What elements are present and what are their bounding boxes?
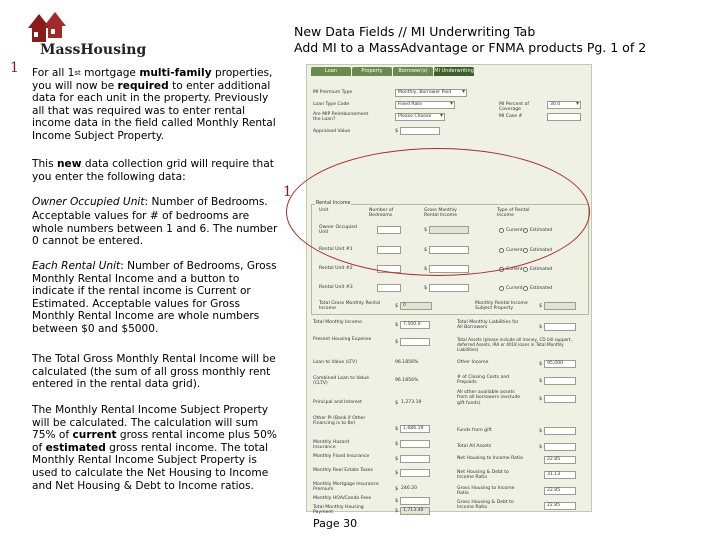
label-total-all-assets: Total All Assets bbox=[457, 444, 492, 449]
currency-symbol: $ bbox=[395, 303, 399, 309]
masshousing-logo bbox=[24, 8, 154, 58]
other-assets-input[interactable] bbox=[544, 395, 576, 403]
total-gross-paragraph: The Total Gross Monthly Rental Income will be calculated (the sum of all gross monthly rent entered in the rental data grid). bbox=[32, 353, 276, 391]
grid-header-gross-rent: Gross Monthly Rental Income bbox=[424, 208, 457, 219]
currency-symbol: $ bbox=[424, 247, 428, 253]
rental-unit-paragraph: Each Rental Unit: Number of Bedrooms, Gross Monthly Rental Income and a button to indicate if the rental income is Current or Estimated. Acceptable values for Gross Monthly Rental Income are whole numbers between $0 and $5000. bbox=[32, 260, 277, 335]
logo-wordmark: MassHousing bbox=[40, 42, 147, 58]
page-header bbox=[294, 24, 714, 56]
total-liabilities-input[interactable] bbox=[544, 323, 576, 331]
total-monthly-income-input[interactable]: 7,500.0 bbox=[400, 321, 430, 329]
label-other-income: Other Income bbox=[457, 360, 489, 365]
rental-grid-highlight-ellipse bbox=[286, 148, 590, 276]
label-mi-percent-coverage: MI Percent of Coverage bbox=[499, 102, 529, 113]
mi-premium-type-select[interactable]: Monthly, Borrower Paid ▾ bbox=[395, 89, 467, 97]
currency-symbol: $ bbox=[395, 470, 399, 476]
loan-type-code-select[interactable]: Fixed Rate ▾ bbox=[395, 101, 455, 109]
subject-property-rent-value bbox=[544, 302, 576, 310]
total-all-assets-value bbox=[544, 443, 576, 451]
mi-case-input[interactable] bbox=[547, 113, 581, 121]
current-label: Current bbox=[506, 267, 523, 272]
currency-symbol: $ bbox=[395, 322, 399, 328]
label-real-estate-taxes: Monthly Real Estate Taxes bbox=[313, 468, 373, 473]
currency-symbol: $ bbox=[539, 378, 543, 384]
currency-symbol: $ bbox=[395, 508, 399, 514]
label-present-housing-expense: Present Housing Expense bbox=[313, 337, 372, 342]
callout-number-left: 1 bbox=[10, 60, 19, 76]
unit3-estimated-radio[interactable] bbox=[523, 286, 528, 291]
gross-housing-debt-ratio-value: 22.85 bbox=[544, 502, 576, 510]
hazard-insurance-input[interactable] bbox=[400, 440, 430, 448]
grid-header-bedrooms: Number of Bedrooms bbox=[369, 208, 394, 219]
mi-underwriting-form bbox=[306, 64, 592, 516]
label-total-housing-payment: Total Monthly Housing Payment bbox=[313, 505, 364, 516]
header-line-2: Add MI to a MassAdvantage or FNMA products Pg. 1 of 2 bbox=[294, 40, 647, 55]
form-tabs bbox=[311, 67, 475, 76]
cltv-value: 96.1856% bbox=[395, 378, 419, 383]
currency-symbol: $ bbox=[395, 498, 399, 504]
currency-symbol: $ bbox=[424, 227, 428, 233]
total-gross-rent-label: Total Gross Monthly Rental Income bbox=[319, 301, 381, 312]
currency-symbol: $ bbox=[395, 486, 399, 492]
grid-header-unit: Unit bbox=[319, 208, 329, 213]
subject-property-paragraph: The Monthly Rental Income Subject Property will be calculated. The calculation will sum 75% of current gross rental income plus 50% of estimated gross rental income. The total Monthly Rental Income Subject Property is used to calculate the Net Housing to Income and Net Housing & Debt to Income ratios. bbox=[32, 404, 277, 492]
label-ltv: Loan to Value (LTV) bbox=[313, 360, 358, 365]
label-total-monthly-income: Total Monthly Income bbox=[313, 320, 362, 325]
row-rental-unit-2-label: Rental Unit #2 bbox=[319, 266, 353, 271]
label-other-assets: All other available assets from all borrowers (exclude gift funds) bbox=[457, 390, 521, 406]
label-loan-type-code: Loan Type Code bbox=[313, 102, 350, 107]
page-number: Page 30 bbox=[313, 517, 358, 530]
owner-occupied-heading: Owner Occupied Unit: Number of Bedrooms. bbox=[32, 196, 268, 208]
tab-property[interactable]: Property bbox=[352, 67, 392, 76]
currency-symbol: $ bbox=[539, 324, 543, 330]
currency-symbol: $ bbox=[395, 426, 399, 432]
label-mi-case: MI Case # bbox=[499, 114, 523, 119]
header-line-1: New Data Fields // MI Underwriting Tab bbox=[294, 24, 536, 39]
row-rental-unit-1-label: Rental Unit #1 bbox=[319, 247, 353, 252]
row-rental-unit-3-label: Rental Unit #3 bbox=[319, 285, 353, 290]
closing-costs-input[interactable] bbox=[544, 377, 576, 385]
currency-symbol: $ bbox=[395, 456, 399, 462]
tab-loan[interactable]: Loan bbox=[311, 67, 351, 76]
estimated-label: Estimated bbox=[530, 286, 553, 291]
unit2-estimated-radio[interactable] bbox=[523, 267, 528, 272]
intro-paragraph-1: For all 1st mortgage multi-family properties, you will now be required to enter additional data for each unit in the property. Previously all that was required was to enter rental income data in the field called Monthly Rental Income Subject Property. bbox=[32, 67, 276, 142]
mip-reimbursement-select[interactable]: Please Choose ▾ bbox=[395, 113, 445, 121]
label-flood-insurance: Monthly Flood Insurance bbox=[313, 454, 370, 459]
current-label: Current bbox=[506, 248, 523, 253]
currency-symbol: $ bbox=[395, 339, 399, 345]
intro-paragraph-2: This new data collection grid will require that you enter the following data: bbox=[32, 158, 274, 183]
current-label: Current bbox=[506, 228, 523, 233]
currency-symbol: $ bbox=[539, 396, 543, 402]
mi-premium-value: 246.20 bbox=[401, 486, 418, 491]
unit3-bedrooms-input[interactable] bbox=[377, 284, 401, 292]
label-hoa-fees: Monthly HOA/Condo Fees bbox=[313, 496, 372, 501]
label-net-housing-ratio: Net Housing to Income Ratio bbox=[457, 456, 523, 461]
total-housing-payment-value: 1,713.40 bbox=[400, 507, 430, 515]
label-funds-from-gift: Funds from gift bbox=[457, 428, 492, 433]
currency-symbol: $ bbox=[539, 361, 543, 367]
grid-header-income-type: Type of Rental Income bbox=[497, 208, 530, 219]
currency-symbol: $ bbox=[424, 285, 428, 291]
total-gross-rent-value: 0 bbox=[400, 302, 432, 310]
funds-from-gift-input[interactable] bbox=[544, 427, 576, 435]
unit3-current-radio[interactable] bbox=[499, 286, 504, 291]
other-income-input[interactable]: 95,000 bbox=[544, 360, 576, 368]
current-label: Current bbox=[506, 286, 523, 291]
label-mi-premium: Monthly Mortgage Insurance Premium bbox=[313, 482, 379, 493]
present-housing-expense-input[interactable] bbox=[400, 338, 430, 346]
hoa-fees-input[interactable] bbox=[400, 497, 430, 505]
net-housing-ratio-value: 22.85 bbox=[544, 456, 576, 464]
real-estate-taxes-input[interactable] bbox=[400, 469, 430, 477]
label-mi-premium-type: MI Premium Type bbox=[313, 90, 353, 95]
unit3-rent-input[interactable] bbox=[429, 284, 469, 292]
label-principal-interest: Principal and Interest bbox=[313, 400, 362, 405]
currency-symbol: $ bbox=[395, 128, 399, 134]
estimated-label: Estimated bbox=[530, 228, 553, 233]
label-total-liabilities: Total Monthly Liabilities for All Borrowers bbox=[457, 320, 519, 331]
mi-percent-coverage-select[interactable]: 30.0 ▾ bbox=[547, 101, 581, 109]
label-hazard-insurance: Monthly Hazard Insurance bbox=[313, 440, 350, 451]
label-gross-housing-debt-ratio: Gross Housing & Debt to Income Ratio bbox=[457, 500, 514, 511]
label-other-pi: Other PI (Bank if Other Financing is to Be) bbox=[313, 416, 366, 427]
principal-interest-value: 1,273.19 bbox=[401, 400, 422, 405]
appraised-value-input[interactable] bbox=[400, 127, 440, 135]
row-owner-occupied-label: Owner Occupied Unit bbox=[319, 225, 357, 236]
currency-symbol: $ bbox=[539, 428, 543, 434]
label-closing-costs: # of Closing Costs and Prepaids bbox=[457, 375, 510, 386]
currency-symbol: $ bbox=[395, 441, 399, 447]
callout-number-grid: 1 bbox=[283, 184, 292, 200]
label-gross-housing-ratio: Gross Housing to Income Ratio bbox=[457, 486, 515, 497]
label-cltv: Combined Loan to Value (CLTV) bbox=[313, 376, 369, 387]
label-appraised-value: Appraised Value bbox=[313, 129, 351, 134]
tab-borrowers[interactable]: Borrower(s) bbox=[393, 67, 433, 76]
label-net-housing-debt-ratio: Net Housing & Debt to Income Ratio bbox=[457, 470, 509, 481]
net-housing-debt-ratio-value: 31.13 bbox=[544, 471, 576, 479]
label-mip-reimbursement: Are MIP Reimbursement the Loan? bbox=[313, 112, 369, 123]
ltv-value: 96.1856% bbox=[395, 360, 419, 365]
bedroom-rules-paragraph: Acceptable values for # of bedrooms are whole numbers between 1 and 6. The number 0 cannot be entered. bbox=[32, 210, 278, 248]
estimated-label: Estimated bbox=[530, 248, 553, 253]
other-pi-input[interactable]: 1,686.19 bbox=[400, 425, 430, 433]
estimated-label: Estimated bbox=[530, 267, 553, 272]
flood-insurance-input[interactable] bbox=[400, 455, 430, 463]
currency-symbol: $ bbox=[539, 303, 543, 309]
tab-mi-underwriting[interactable]: MI Underwriting bbox=[434, 68, 474, 74]
gross-housing-ratio-value: 22.85 bbox=[544, 487, 576, 495]
total-assets-note: Total Assets (please include all money, CD bill support, deferred Assets, IRA or 401K loans in Total Monthly Liabilities) bbox=[457, 337, 572, 352]
rental-income-legend: Rental Income bbox=[316, 201, 351, 206]
currency-symbol: $ bbox=[539, 444, 543, 450]
currency-symbol: $ bbox=[424, 266, 428, 272]
subject-property-rent-label: Monthly Rental Income Subject Property bbox=[475, 301, 528, 312]
currency-symbol: $ bbox=[395, 400, 399, 406]
